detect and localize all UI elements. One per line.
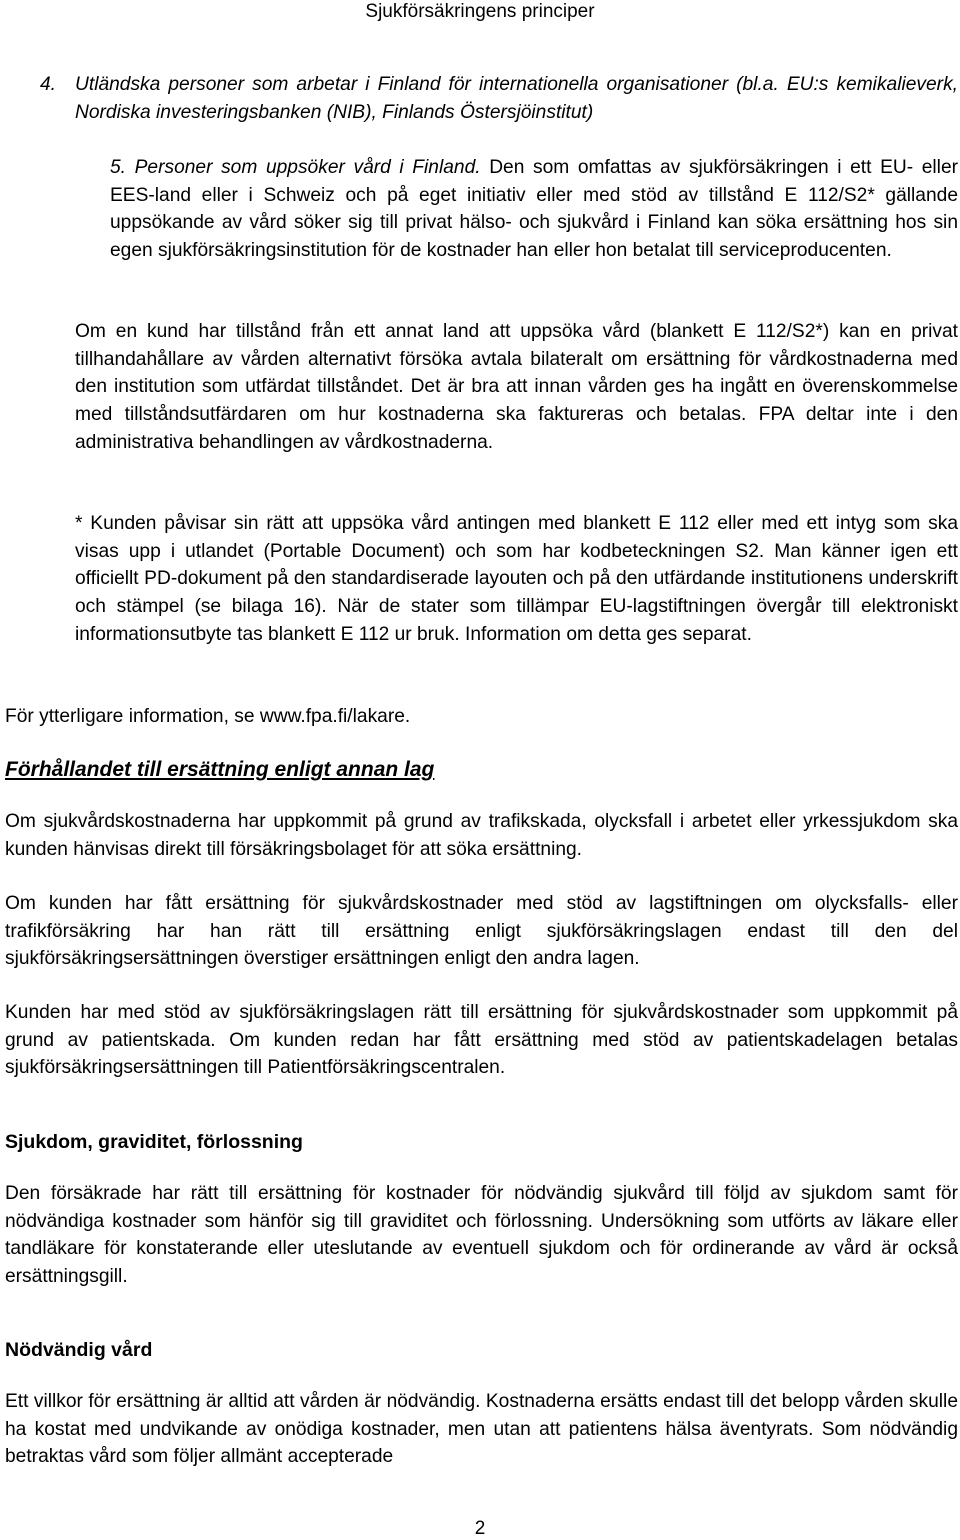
paragraph-patientskada: Kunden har med stöd av sjukförsäkringslagen rätt till ersättning för sjukvårdskostnader som uppkommit på grund av patientskada. Om kunden redan har fått ersättning med stöd av patientskadelagen betalas sjukförsäkringsersättningen till Patientförsäkringscentralen.: [5, 1002, 958, 1079]
paragraph-kund-tillstand: Om en kund har tillstånd från ett annat land att uppsöka vård (blankett E 112/S2*) kan en privat tillhandahållare av vården alternativt försöka avtala bilateralt om ersättning för vårdkostnaderna med den institution som utfärdat tillståndet. Det är bra att innan vården ges ha ingått en överenskommelse med tillståndsutfärdaren om hur kostnaderna ska faktureras och betalas. FPA deltar inte i den administrativa behandlingen av vårdkostnaderna.: [75, 321, 958, 453]
paragraph-nodvandig-vard: Ett villkor för ersättning är alltid att vården är nödvändig. Kostnaderna ersätts endast till det belopp vården skulle ha kostat med undvikande av onödiga kostnader, men utan att patientens hälsa äventyrats. Som nödvändig betraktas vård som följer allmänt accepterade: [5, 1391, 958, 1468]
list-item-4: [40, 71, 958, 126]
heading-sjukdom: Sjukdom, graviditet, förlossning: [5, 1131, 303, 1153]
paragraph-olycksfall: Om kunden har fått ersättning för sjukvårdskostnader med stöd av lagstiftningen om olycksfalls- eller trafikförsäkring har han rätt till ersättning enligt sjukförsäkringslagen endast till den del sjukförsäkringsersättningen överstiger ersättningen enligt den andra lagen.: [5, 893, 958, 970]
paragraph-sjukdom: Den försäkrade har rätt till ersättning för kostnader för nödvändig sjukvård till följd av sjukdom samt för nödvändiga kostnader som hänför sig till graviditet och förlossning. Undersökning som utförts av läkare eller tandläkare för konstaterande eller uteslutande av eventuell sjukdom och för ordinerande av vård är också ersättningsgill.: [5, 1183, 958, 1288]
list-item-text: Den som omfattas av sjukförsäkringen i ett EU- eller EES-land eller i Schweiz och på eget initiativ eller med stöd av tillstånd E 112/S2* gällande uppsökande av vård söker sig till privat hälso- och sjukvård i Finland kan söka ersättning hos sin egen sjukförsäkringsinstitution för de kostnader han eller hon betalat till serviceproducenten.: [110, 157, 958, 262]
list-item-text: Utländska personer som arbetar i Finland för internationella organisationer (bl.a. EU:s kemikalieverk, Nordiska investeringsbanken (NIB), Finlands Östersjöinstitut): [75, 74, 958, 123]
heading-nodvandig-vard: Nödvändig vård: [5, 1339, 153, 1361]
paragraph-footnote: * Kunden påvisar sin rätt att uppsöka vård antingen med blankett E 112 eller med ett intyg som ska visas upp i utlandet (Portable Document) och som har kodbeteckningen S2. Man känner igen ett officiellt PD-dokument på den standardiserade layouten och på den utfärdande institutionens underskrift och stämpel (se bilaga 16). När de stater som tillämpar EU-lagstiftningen övergår till elektroniskt informationsutbyte tas blankett E 112 ur bruk. Information om detta ges separat.: [75, 513, 958, 645]
heading-annan-lag: Förhållandet till ersättning enligt annan lag: [5, 758, 435, 781]
list-item-5: [110, 154, 958, 265]
list-item-title: 5. Personer som uppsöker vård i Finland.: [110, 157, 481, 178]
running-header: Sjukförsäkringens principer: [365, 1, 595, 22]
list-number: 4.: [40, 74, 57, 95]
paragraph-more-info: För ytterligare information, se www.fpa.fi/lakare.: [5, 706, 411, 727]
page-number: 2: [474, 1518, 486, 1539]
paragraph-trafikskada: Om sjukvårdskostnaderna har uppkommit på grund av trafikskada, olycksfall i arbetet eller yrkessjukdom ska kunden hänvisas direkt till försäkringsbolaget för att söka ersättning.: [5, 811, 958, 860]
